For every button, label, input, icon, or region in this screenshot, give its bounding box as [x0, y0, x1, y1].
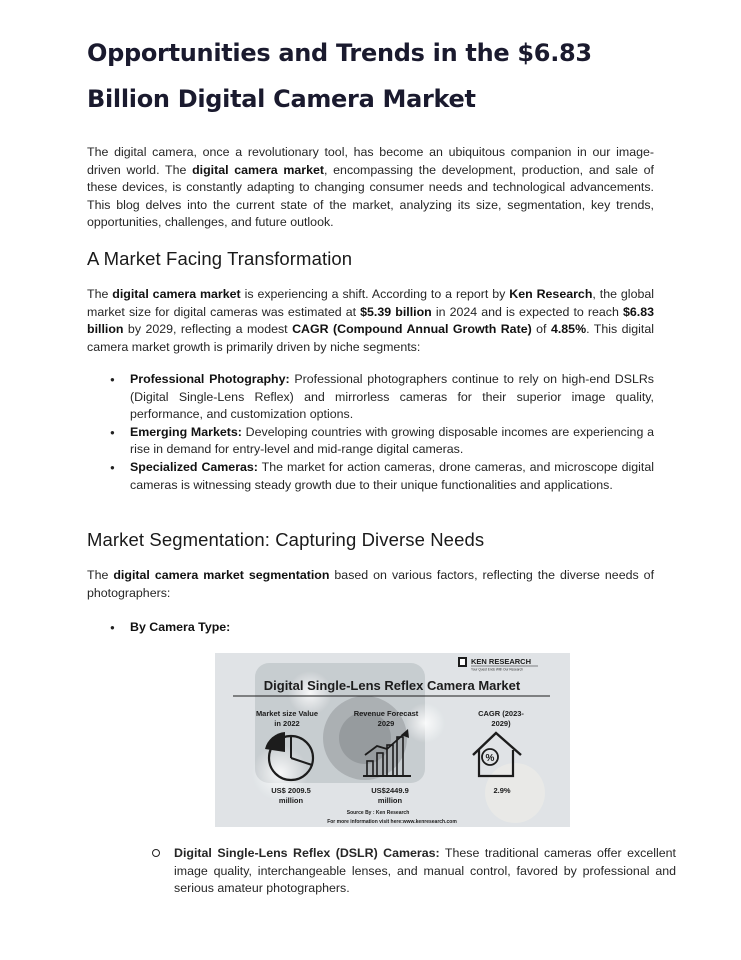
col1-value-line2: million [278, 796, 304, 805]
infographic-title: Digital Single-Lens Reflex Camera Market [263, 678, 521, 693]
col3-label-line2: 2029) [491, 719, 511, 728]
bullet-label: By Camera Type: [130, 620, 231, 634]
ken-research-brand: KEN RESEARCH [471, 657, 532, 666]
list-item [87, 371, 654, 424]
percent-glyph: % [485, 753, 495, 764]
s1-text-5: by 2029, reflecting a modest [123, 322, 293, 337]
bullet-label: Emerging Markets: [130, 424, 242, 439]
col3-label-line1: CAGR (2023- [478, 709, 524, 718]
list-item [87, 459, 654, 494]
ken-research-tagline: Your Quest Ends With Our Research [471, 667, 523, 672]
col2-value-line2: million [377, 796, 403, 805]
s1-bold-6: 4.85% [550, 322, 587, 337]
section-heading-transformation: A Market Facing Transformation [87, 248, 353, 269]
s1-text-4: in 2024 and is expected to reach [431, 304, 623, 319]
col3-value: 2.9% [493, 786, 511, 795]
hollow-bullet-icon [152, 849, 160, 857]
s1-text-1: The [87, 287, 113, 301]
bullet-text: Developing countries with growing disposable incomes are experiencing a rise in demand for entry-level and mid-range digital cameras. [130, 424, 655, 457]
page-title: Opportunities and Trends in the $6.83 Billion Digital Camera Market [87, 39, 592, 113]
s2-text-2: based on various factors, reflecting the diverse needs of photographers: [87, 568, 655, 600]
col2-value-line1: US$2449.9 [371, 786, 409, 795]
s1-bold-5: CAGR (Compound Annual Growth Rate) [292, 322, 532, 337]
s1-text-7: . This digital camera market growth is primarily driven by niche segments: [87, 322, 654, 354]
bullet-label: Professional Photography: [130, 372, 290, 386]
infographic-graphic [215, 653, 570, 827]
growth-segments-list [87, 371, 654, 494]
intro-text-1: The digital camera, once a revolutionary tool, has become an ubiquitous companion in our image-driven world. The [87, 145, 654, 177]
col2-label-line1: Revenue Forecast [353, 709, 419, 718]
section2-paragraph [87, 567, 654, 602]
sub-bullet-text: These traditional cameras offer excellent image quality, interchangeable lenses, and manual control, favored by professional and serious amateur photographers. [174, 846, 676, 896]
dslr-market-infographic [215, 653, 570, 827]
ken-research-logo-inner [460, 659, 465, 665]
col1-label-line1: Market size Value [255, 709, 319, 718]
s2-bold-1: digital camera market segmentation [113, 568, 330, 582]
s1-bold-1: digital camera market [112, 287, 241, 301]
list-item [87, 424, 654, 459]
bullet-text: The market for action cameras, drone cameras, and microscope digital cameras is witnessing steady growth due to their unique functionalities and applications. [130, 459, 654, 492]
intro-bold-1: digital camera market [192, 162, 325, 177]
intro-paragraph [87, 144, 654, 232]
s1-bold-4: $6.83 billion [87, 304, 654, 337]
s1-text-6: of [531, 322, 551, 337]
sub-bullet-label: Digital Single-Lens Reflex (DSLR) Cameras: [174, 846, 440, 860]
s1-bold-3: $5.39 billion [360, 304, 432, 319]
s1-text-2: is experiencing a shift. According to a report by [240, 287, 510, 301]
s2-text-1: The [87, 568, 114, 582]
infographic-source: Source By : Ken Research [346, 810, 410, 816]
segment-type-list [87, 619, 654, 637]
intro-text-2: , encompassing the development, production, and sale of these devices, is constantly adapting to changing consumer needs and technological advancements. This blog delves into the current state of the market, analyzing its size, segmentation, key trends, opportunities, challenges, and future outlook. [87, 162, 654, 230]
col1-label-line2: in 2022 [274, 719, 300, 728]
section-heading-segmentation: Market Segmentation: Capturing Diverse Needs [87, 529, 485, 550]
s1-text-3: , the global market size for digital cameras was estimated at [87, 287, 654, 319]
col1-value-line1: US$ 2009.5 [271, 786, 311, 795]
sub-list-item-dslr [152, 845, 676, 898]
infographic-more-info: For more information visit here:www.kenresearch.com [327, 819, 457, 825]
col2-label-line2: 2029 [377, 719, 395, 728]
s1-bold-2: Ken Research [509, 287, 593, 301]
bullet-text: Professional photographers continue to rely on high-end DSLRs (Digital Single-Lens Reflex) and mirrorless cameras for their superior image quality, performance, and customization options. [130, 372, 654, 422]
list-item [87, 619, 654, 637]
bullet-label: Specialized Cameras: [130, 459, 258, 474]
section1-paragraph [87, 286, 654, 356]
